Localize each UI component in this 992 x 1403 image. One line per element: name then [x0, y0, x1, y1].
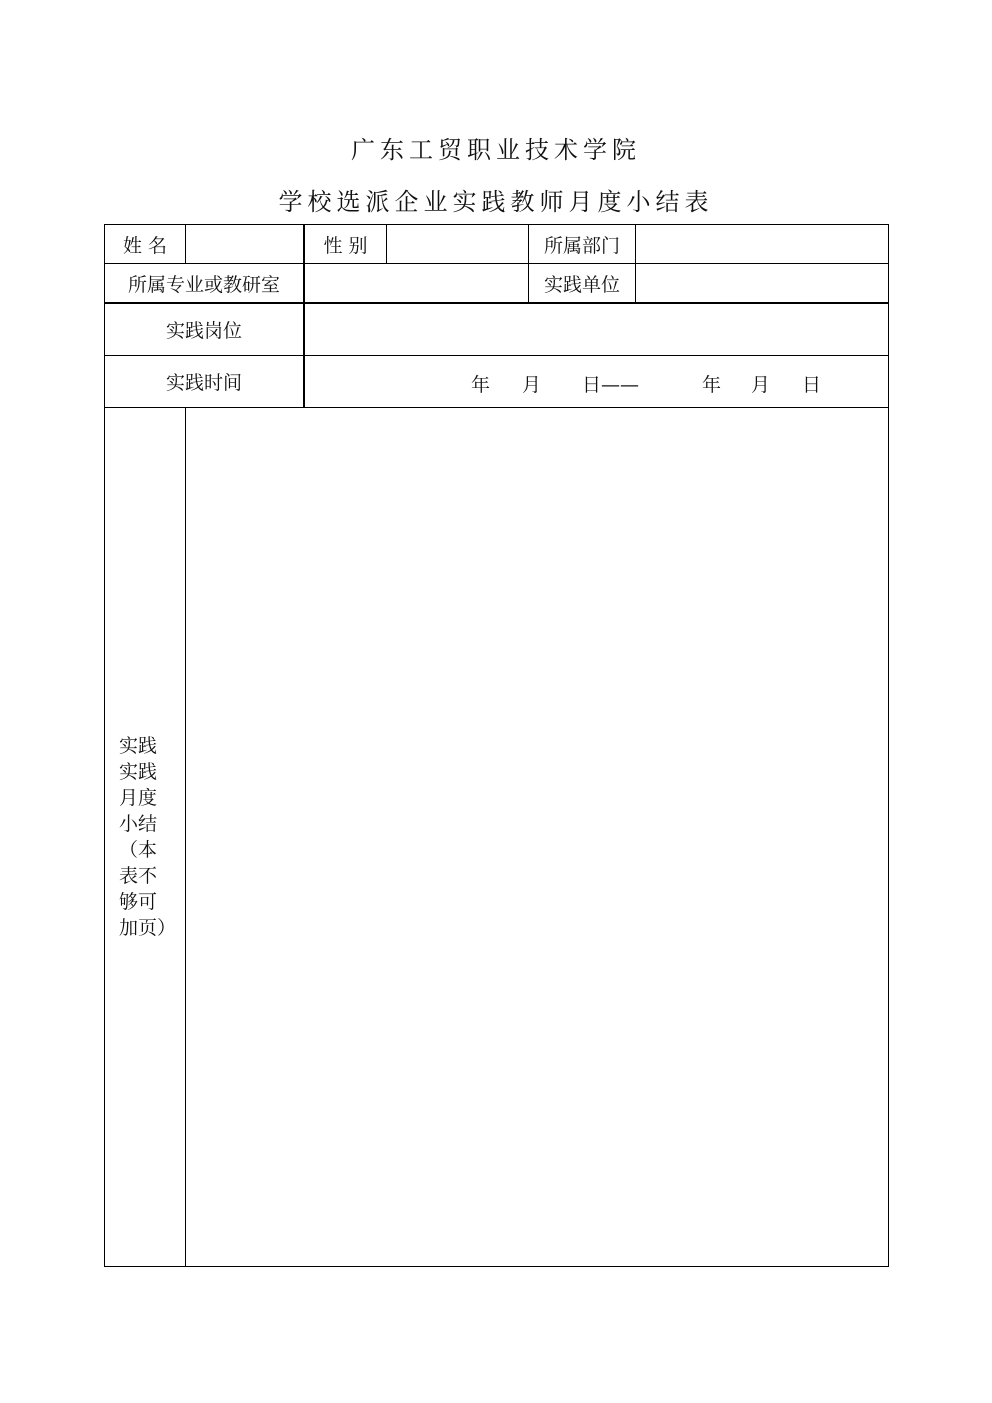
- time-field[interactable]: [305, 356, 888, 407]
- major-label: 所属专业或教研室: [127, 273, 280, 296]
- school-title: 广东工贸职业技术学院: [351, 136, 641, 164]
- start-day-unit: 日——: [582, 374, 640, 396]
- unit-label: 实践单位: [543, 273, 620, 296]
- end-day-unit: 日: [802, 374, 822, 396]
- end-year-unit: 年: [702, 374, 722, 396]
- position-label: 实践岗位: [165, 320, 242, 342]
- summary-label-cell: [105, 408, 185, 1266]
- major-field[interactable]: [305, 264, 528, 302]
- gender-label: 性 别: [323, 234, 368, 257]
- summary-content-area[interactable]: [186, 408, 888, 1266]
- end-month-unit: 月: [751, 374, 771, 396]
- dept-label: 所属部门: [543, 234, 620, 257]
- position-field[interactable]: [305, 304, 888, 355]
- name-label: 姓 名: [122, 234, 168, 257]
- name-field[interactable]: [186, 225, 303, 263]
- summary-label: 实践实践月度小结（本表不够可加页）: [119, 735, 177, 939]
- dept-field[interactable]: [636, 225, 888, 263]
- start-month-unit: 月: [522, 374, 542, 396]
- time-label: 实践时间: [165, 372, 242, 394]
- summary-form-table: [104, 224, 889, 1267]
- gender-field[interactable]: [387, 225, 528, 263]
- start-year-unit: 年: [471, 374, 491, 396]
- form-title: 学校选派企业实践教师月度小结表: [278, 188, 714, 216]
- unit-field[interactable]: [636, 264, 888, 302]
